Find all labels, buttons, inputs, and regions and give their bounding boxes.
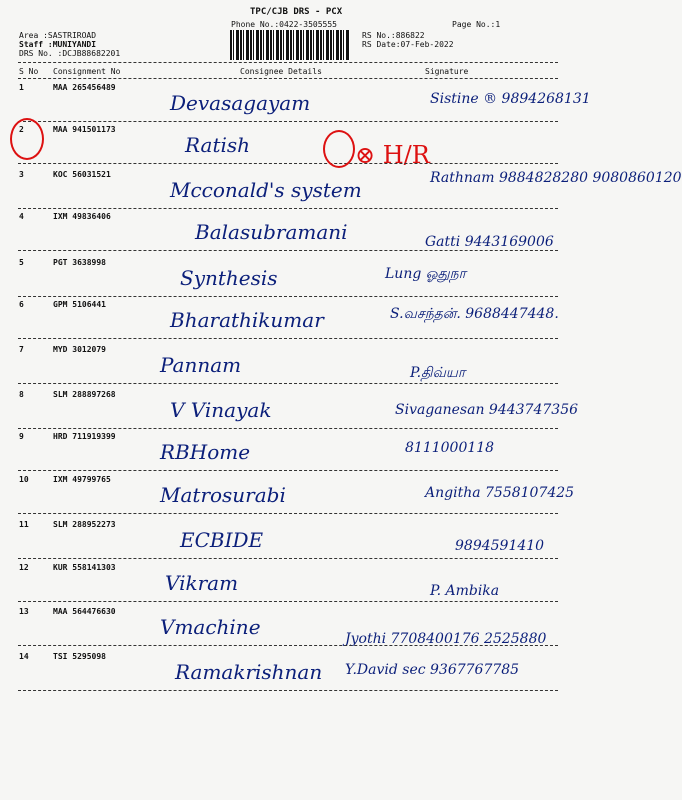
signature-handwriting: Sivaganesan 9443747356 [395, 402, 579, 418]
row-sno: 13 [19, 607, 29, 616]
consignee-handwriting: Bharathikumar [170, 308, 324, 332]
row-consignment: HRD 711919399 [53, 432, 116, 441]
page-number: Page No.:1 [452, 20, 501, 29]
rs-number: RS No.:886822 [362, 31, 425, 40]
consignee-handwriting: Vikram [165, 571, 239, 595]
document-title: TPC/CJB DRS - PCX [250, 7, 343, 17]
consignee-handwriting: Balasubramani [195, 220, 348, 244]
row-divider [18, 163, 558, 164]
col-consignee: Consignee Details [240, 67, 322, 76]
signature-handwriting: Angitha 7558107425 [425, 485, 575, 501]
row-divider [18, 690, 558, 691]
row-sno: 3 [19, 170, 24, 179]
row-divider [18, 383, 558, 384]
header-divider-top [18, 62, 558, 63]
row-consignment: GPM 5106441 [53, 300, 106, 309]
drs-number: DRS No. :DCJB88682201 [19, 49, 121, 58]
red-circle-mark [10, 118, 44, 160]
signature-handwriting: 8111000118 [405, 440, 495, 456]
col-sno: S No [19, 67, 39, 76]
col-consignment: Consignment No [53, 67, 121, 76]
row-consignment: KUR 558141303 [53, 563, 116, 572]
row-consignment: SLM 288897268 [53, 390, 116, 399]
consignee-handwriting: Pannam [160, 353, 242, 377]
signature-handwriting: Sistine ® 9894268131 [430, 91, 591, 107]
signature-handwriting: P. Ambika [430, 583, 500, 599]
row-consignment: PGT 3638998 [53, 258, 106, 267]
consignee-handwriting: Ramakrishnan [175, 660, 323, 684]
row-sno: 6 [19, 300, 24, 309]
consignee-handwriting: Synthesis [180, 266, 278, 290]
row-consignment: MAA 564476630 [53, 607, 116, 616]
signature-handwriting: Jyothi 7708400176 2525880 [345, 631, 547, 647]
consignee-handwriting: Matrosurabi [160, 483, 286, 507]
consignee-handwriting: Mcconald's system [170, 178, 362, 202]
row-sno: 1 [19, 83, 24, 92]
row-divider [18, 208, 558, 209]
row-consignment: TSI 5295098 [53, 652, 106, 661]
row-divider [18, 601, 558, 602]
consignee-handwriting: ECBIDE [180, 528, 264, 552]
row-divider [18, 470, 558, 471]
row-divider [18, 558, 558, 559]
row-divider [18, 645, 558, 646]
row-sno: 9 [19, 432, 24, 441]
row-sno: 5 [19, 258, 24, 267]
row-sno: 7 [19, 345, 24, 354]
row-consignment: KOC 56031521 [53, 170, 111, 179]
row-sno: 12 [19, 563, 29, 572]
row-sno: 2 [19, 125, 24, 134]
consignee-handwriting: RBHome [160, 440, 251, 464]
row-consignment: IXM 49799765 [53, 475, 111, 484]
row-sno: 4 [19, 212, 24, 221]
consignee-handwriting: V Vinayak [170, 398, 272, 422]
row-sno: 8 [19, 390, 24, 399]
consignee-handwriting: Vmachine [160, 615, 261, 639]
row-divider [18, 121, 558, 122]
row-divider [18, 428, 558, 429]
red-circle-mark-x [323, 130, 355, 168]
signature-handwriting: ⊗ H/R [355, 141, 430, 169]
signature-handwriting: Gatti 9443169006 [425, 234, 554, 250]
row-consignment: SLM 288952273 [53, 520, 116, 529]
row-consignment: MYD 3012079 [53, 345, 106, 354]
signature-handwriting: S.வசந்தன். 9688447448. [390, 306, 559, 322]
row-consignment: MAA 941501173 [53, 125, 116, 134]
row-divider [18, 513, 558, 514]
signature-handwriting: P.திவ்யா [410, 365, 466, 381]
staff-label: Staff :MUNIYANDI [19, 40, 97, 49]
area-label: Area :SASTRIROAD [19, 31, 97, 40]
signature-handwriting: Y.David sec 9367767785 [345, 662, 520, 678]
row-divider [18, 250, 558, 251]
signature-handwriting: Lung ஓதுநா [385, 266, 466, 282]
consignee-handwriting: Devasagayam [170, 91, 311, 115]
consignee-handwriting: Ratish [185, 133, 251, 157]
signature-handwriting: Rathnam 9884828280 9080860120 [430, 170, 682, 186]
phone-number: Phone No.:0422-3505555 [231, 20, 337, 29]
barcode [230, 30, 350, 60]
col-signature: Signature [425, 67, 469, 76]
row-sno: 10 [19, 475, 29, 484]
row-sno: 11 [19, 520, 29, 529]
row-divider [18, 338, 558, 339]
header-divider-bottom [18, 78, 558, 79]
row-sno: 14 [19, 652, 29, 661]
row-consignment: IXM 49836406 [53, 212, 111, 221]
row-consignment: MAA 265456489 [53, 83, 116, 92]
signature-handwriting: 9894591410 [455, 538, 545, 554]
rs-date: RS Date:07-Feb-2022 [362, 40, 454, 49]
row-divider [18, 296, 558, 297]
